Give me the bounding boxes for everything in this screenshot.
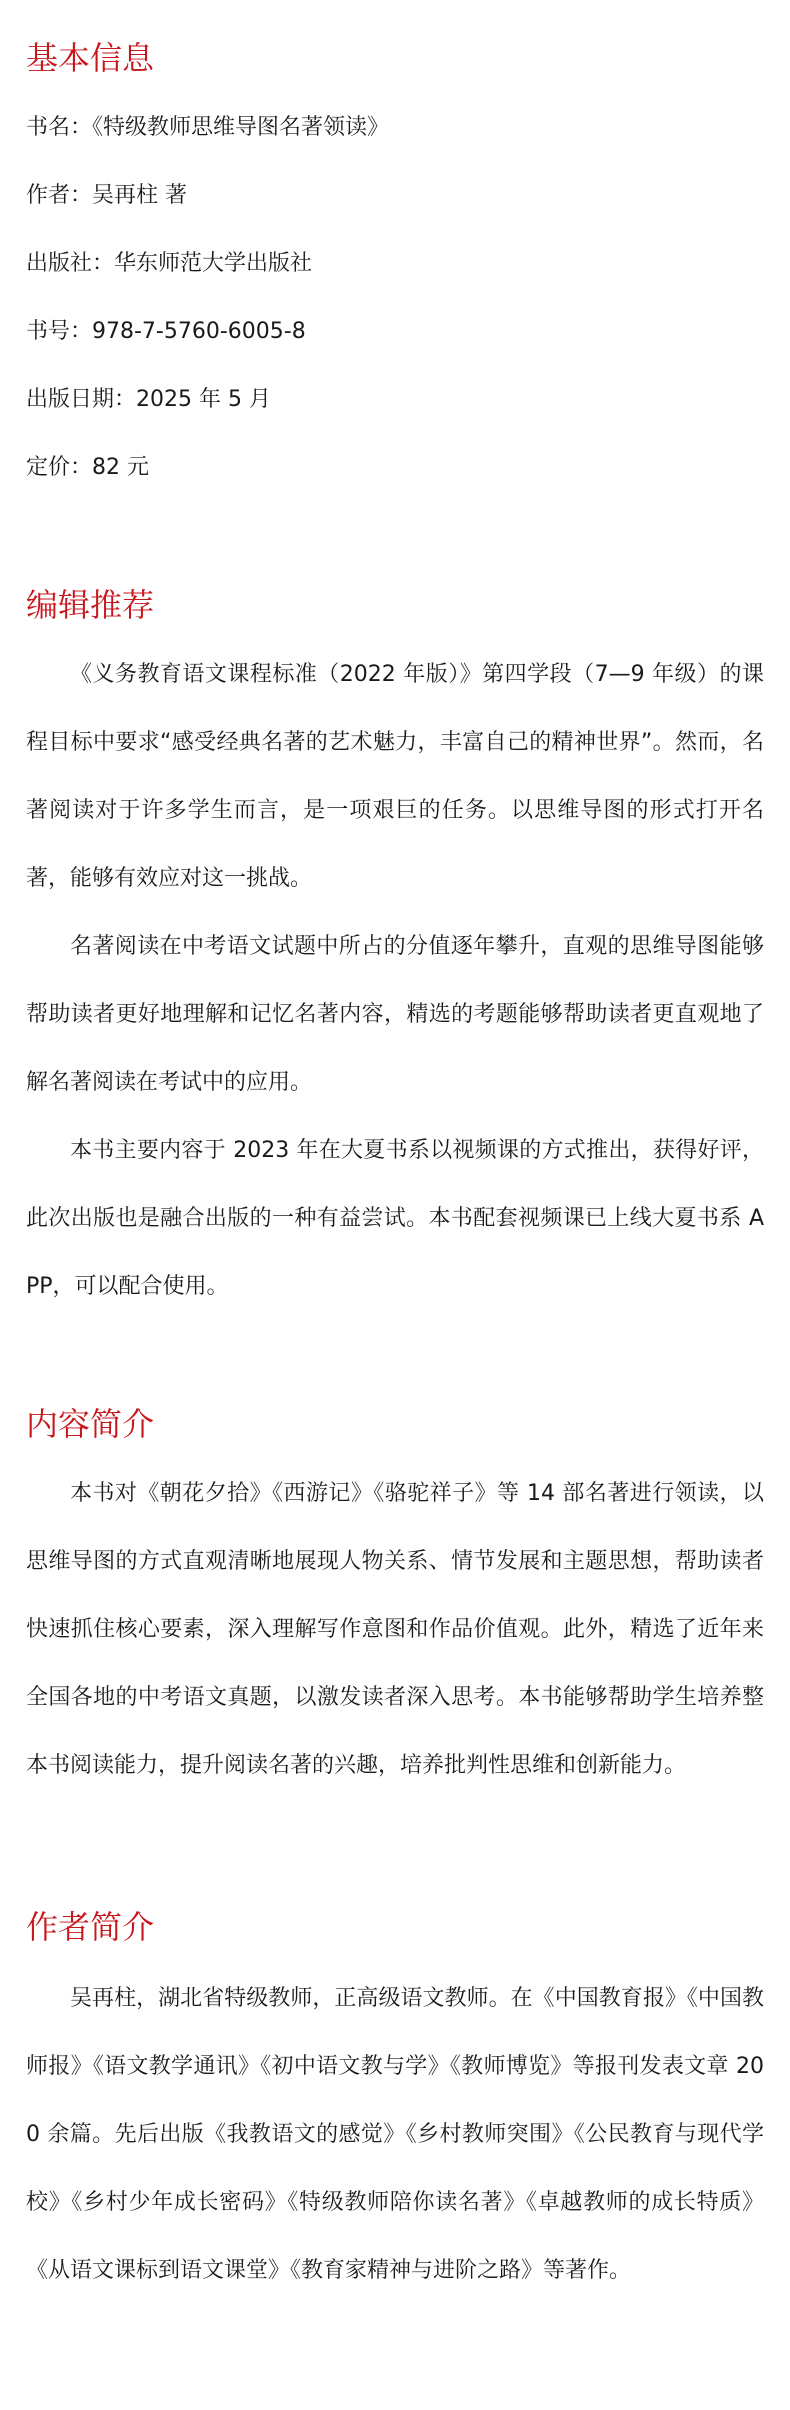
editor-recommendation-paragraph-2: 名著阅读在中考语文试题中所占的分值逐年攀升，直观的思维导图能够帮助读者更好地理解和记忆名著内容，精选的考题能够帮助读者更直观地了解名著阅读在考试中的应用。 [26, 934, 764, 1095]
content-intro-heading: 内容简介 [26, 1405, 155, 1443]
editor-recommendation-paragraph-3: 本书主要内容于 2023 年在大夏书系以视频课的方式推出，获得好评，此次出版也是融合出版的一种有益尝试。本书配套视频课已上线大夏书系 APP，可以配合使用。 [26, 1138, 764, 1299]
author-intro-paragraph: 吴再柱，湖北省特级教师，正高级语文教师。在《中国教育报》《中国教师报》《语文教学通讯》《初中语文教与学》《教师博览》等报刊发表文章 200 余篇。先后出版《我教语文的感觉》《乡村教师突围》《公民教育与现代学校》《乡村少年成长密码》《特级教师陪你读名著》《卓越教师的成长特质》《从语文课标到语文课堂》《教育家精神与进阶之路》等著作。 [26, 1986, 764, 2283]
author-line: 作者：吴再柱 著 [26, 183, 187, 208]
author-intro-heading: 作者简介 [26, 1908, 155, 1946]
editor-recommendation-heading: 编辑推荐 [26, 586, 155, 624]
publisher-line: 出版社：华东师范大学出版社 [26, 251, 313, 276]
publish-date-line: 出版日期：2025 年 5 月 [26, 387, 271, 412]
content-intro-paragraph: 本书对《朝花夕拾》《西游记》《骆驼祥子》等 14 部名著进行领读，以思维导图的方式直观清晰地展现人物关系、情节发展和主题思想，帮助读者快速抓住核心要素，深入理解写作意图和作品价值观。此外，精选了近年来全国各地的中考语文真题，以激发读者深入思考。本书能够帮助学生培养整本书阅读能力，提升阅读名著的兴趣，培养批判性思维和创新能力。 [26, 1481, 764, 1778]
basic-info-heading: 基本信息 [26, 39, 155, 77]
book-title-line: 书名：《特级教师思维导图名著领读》 [26, 115, 390, 140]
price-line: 定价：82 元 [26, 455, 149, 480]
isbn-line: 书号：978-7-5760-6005-8 [26, 319, 306, 344]
editor-recommendation-paragraph-1: 《义务教育语文课程标准（2022 年版）》第四学段（7—9 年级）的课程目标中要求“感受经典名著的艺术魅力，丰富自己的精神世界”。然而，名著阅读对于许多学生而言，是一项艰巨的任务。以思维导图的形式打开名著，能够有效应对这一挑战。 [26, 662, 764, 891]
